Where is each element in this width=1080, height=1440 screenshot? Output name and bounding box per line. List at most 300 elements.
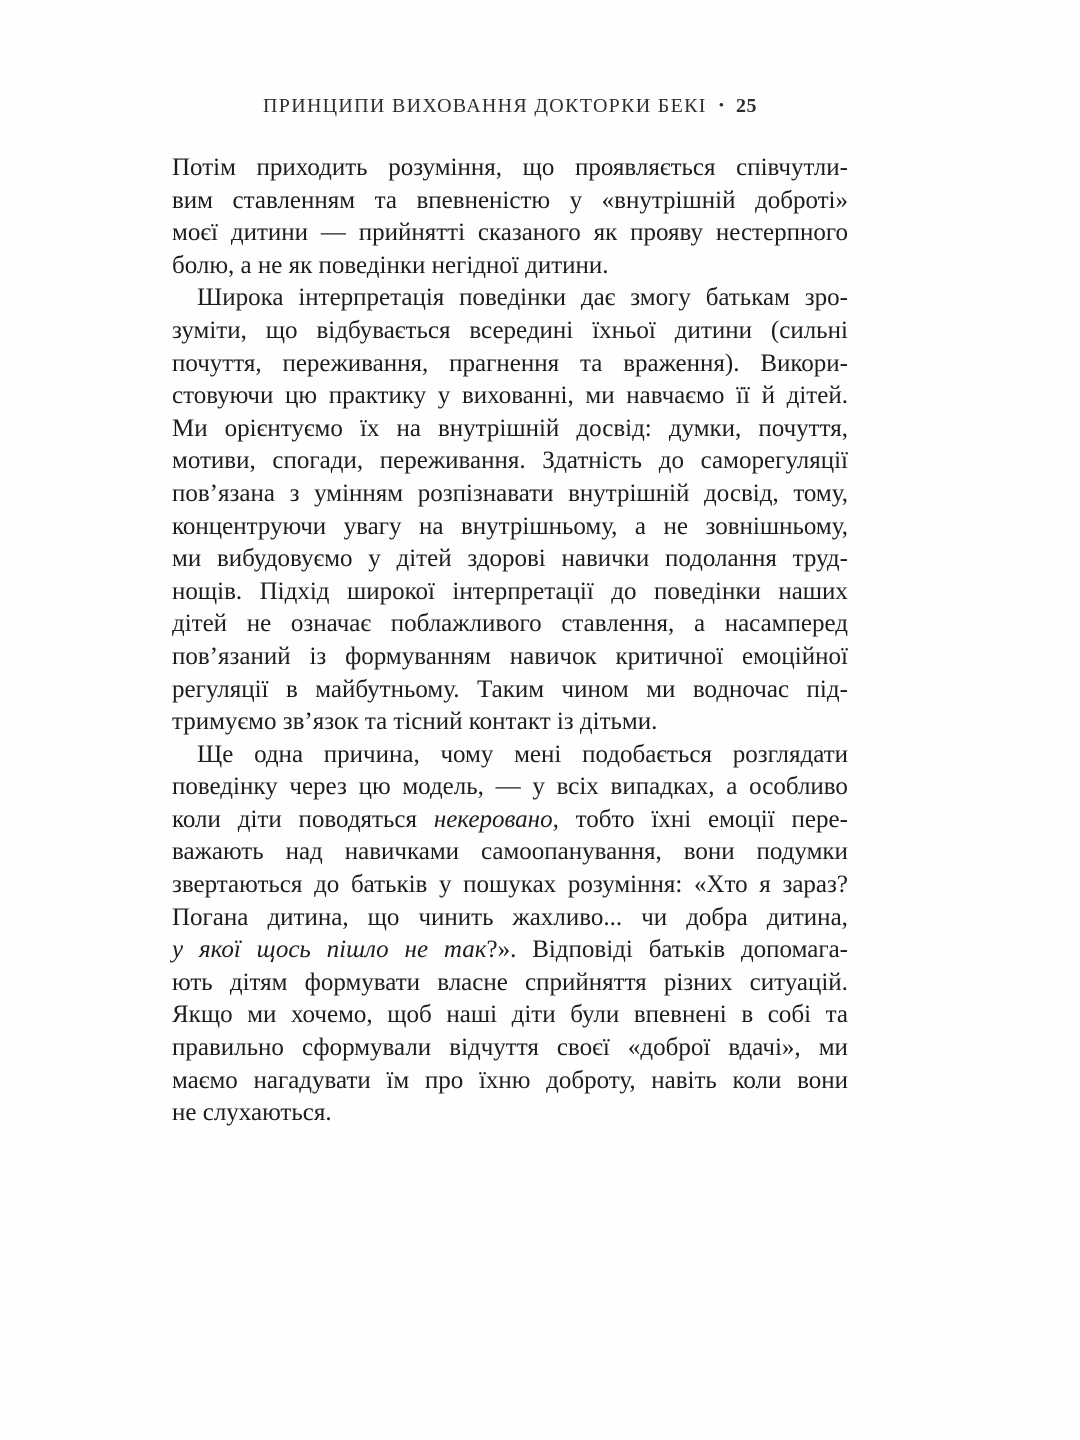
- word: [654, 576, 761, 609]
- text-run: їхню: [478, 1066, 531, 1094]
- text-run: а: [634, 512, 647, 540]
- text-line: [172, 380, 848, 413]
- word: [762, 380, 775, 413]
- text-run: були: [570, 1001, 620, 1029]
- word: [760, 348, 848, 381]
- word: [665, 543, 777, 576]
- text-run: дитини: [230, 219, 309, 247]
- text-run: Потім: [172, 154, 236, 181]
- word: [496, 771, 521, 804]
- text-run: хочемо,: [291, 1001, 373, 1029]
- text-run: поводяться: [298, 805, 417, 833]
- text-line: [172, 543, 848, 576]
- word: [462, 380, 574, 413]
- text-run: прояву: [630, 219, 704, 247]
- text-run: відбувається: [316, 316, 451, 344]
- text-run: дає: [580, 284, 616, 312]
- word: [329, 380, 426, 413]
- word: [386, 1065, 409, 1098]
- page-number: 25: [735, 95, 757, 117]
- text-run: проявляється: [575, 154, 716, 181]
- word: [463, 869, 556, 902]
- italic-text-run: некеровано,: [433, 805, 559, 833]
- text-run: Підхід: [259, 577, 330, 605]
- italic-text-run: якої: [198, 936, 241, 964]
- text-run: над: [285, 838, 323, 866]
- word: [396, 413, 420, 446]
- word: [630, 282, 691, 315]
- text-run: ставлення,: [561, 610, 675, 638]
- text-line: [172, 999, 848, 1032]
- text-run: із: [309, 642, 327, 670]
- word: [792, 804, 848, 837]
- word: [266, 315, 298, 348]
- word: [523, 152, 555, 185]
- word: [172, 1032, 284, 1065]
- word: [635, 511, 646, 544]
- text-run: пов’язаний: [172, 642, 291, 670]
- word: [172, 576, 242, 609]
- text-run: труд-: [792, 545, 848, 573]
- text-line: [172, 804, 848, 837]
- word: [736, 152, 848, 185]
- text-run: ситуацій.: [749, 968, 848, 996]
- text-run: та: [374, 186, 397, 214]
- word: [309, 641, 326, 674]
- word: [368, 902, 400, 935]
- header-separator-dot: •: [718, 98, 724, 114]
- word: [704, 478, 779, 511]
- word: [452, 576, 593, 609]
- text-run: критичної: [615, 642, 724, 670]
- text-run: умінням: [314, 479, 404, 507]
- word: [347, 576, 435, 609]
- word: [592, 315, 656, 348]
- text-run: нощів.: [172, 577, 243, 605]
- word: [628, 1032, 710, 1065]
- word: [419, 511, 443, 544]
- word: [568, 869, 683, 902]
- text-run: чому: [440, 740, 494, 768]
- text-run: враження).: [623, 349, 740, 377]
- word: [513, 902, 623, 935]
- text-run: особливо: [749, 773, 848, 801]
- text-run: вдачі»,: [728, 1034, 801, 1062]
- text-run: співчутли-: [736, 154, 848, 181]
- word: [733, 739, 848, 772]
- word: [469, 315, 573, 348]
- text-run: —: [320, 219, 346, 247]
- word: [807, 674, 848, 707]
- word: [542, 445, 642, 478]
- word: [449, 348, 559, 381]
- word: [257, 152, 368, 185]
- text-run: мені: [514, 740, 562, 768]
- word: [345, 641, 491, 674]
- word: [172, 380, 273, 413]
- word: [819, 1032, 848, 1065]
- text-run: пере-: [791, 805, 848, 833]
- word: [732, 1065, 781, 1098]
- word: [767, 902, 848, 935]
- word: [172, 413, 208, 446]
- text-run: «внутрішній: [601, 186, 736, 214]
- italic-text-run: так: [443, 936, 487, 964]
- text-run: ми: [646, 675, 676, 703]
- word: [716, 217, 848, 250]
- text-run: що: [522, 154, 555, 181]
- word: [380, 445, 526, 478]
- text-run: їхньої: [592, 316, 656, 344]
- text-run: до: [314, 871, 340, 899]
- word: [580, 348, 602, 381]
- word: [231, 217, 308, 250]
- word: [172, 217, 218, 250]
- text-run: подумки: [756, 838, 848, 866]
- italic-text-run: щось: [256, 936, 311, 964]
- word: [345, 836, 459, 869]
- word: [440, 739, 493, 772]
- word: [359, 771, 391, 804]
- text-run: тому,: [793, 479, 848, 507]
- text-run: навички: [561, 545, 650, 573]
- text-run: не: [246, 610, 272, 638]
- word: [728, 1032, 800, 1065]
- text-run: жахливо...: [512, 903, 623, 931]
- text-line: [172, 185, 848, 218]
- text-run: одна: [254, 740, 304, 768]
- word: [397, 543, 452, 576]
- text-run: болю, а не як поведінки негідної дитини.: [172, 251, 609, 279]
- word: [611, 771, 715, 804]
- text-run: (сильні: [770, 316, 848, 344]
- text-run: в: [741, 1001, 754, 1029]
- text-run: прагнення: [449, 349, 560, 377]
- word: [316, 315, 450, 348]
- text-run: вихованні,: [461, 382, 574, 410]
- word: [664, 967, 733, 1000]
- text-run: формувати: [304, 968, 421, 996]
- text-run: та: [579, 349, 603, 377]
- word: [344, 511, 402, 544]
- text-run: звертаються: [172, 871, 303, 899]
- word: [742, 641, 848, 674]
- text-run: впевнені: [633, 1001, 727, 1029]
- word: [199, 934, 241, 967]
- text-line: [172, 869, 848, 902]
- word: [641, 902, 667, 935]
- word: [793, 478, 848, 511]
- text-run: Таким: [476, 675, 545, 703]
- word: [272, 445, 363, 478]
- word: [467, 543, 545, 576]
- text-run: й: [761, 382, 775, 410]
- text-run: поведінку: [172, 773, 278, 801]
- text-run: навичками: [344, 838, 460, 866]
- word: [664, 511, 688, 544]
- text-run: під-: [806, 675, 848, 703]
- word: [172, 348, 262, 381]
- word: [172, 967, 213, 1000]
- text-run: Погана: [172, 903, 249, 931]
- text-run: з: [289, 479, 300, 507]
- word: [291, 999, 373, 1032]
- text-run: наші: [446, 1001, 498, 1029]
- text-run: Відповіді: [532, 936, 633, 964]
- text-line: [172, 478, 848, 511]
- word: [575, 152, 716, 185]
- text-run: означає: [290, 610, 372, 638]
- word: [351, 869, 427, 902]
- text-run: про: [424, 1066, 464, 1094]
- word: [481, 836, 662, 869]
- word: [305, 967, 420, 1000]
- text-line: [172, 641, 848, 674]
- text-line: [172, 315, 848, 348]
- word: [693, 674, 789, 707]
- text-run: у: [439, 871, 452, 899]
- text-run: зуміти,: [172, 316, 247, 344]
- text-line: [172, 413, 848, 446]
- word: [402, 771, 484, 804]
- text-line: [172, 1065, 848, 1098]
- text-run: зро-: [804, 284, 848, 312]
- word: [557, 771, 599, 804]
- word: [172, 185, 213, 218]
- text-run: на: [396, 414, 421, 442]
- word: [532, 934, 633, 967]
- text-line: [172, 348, 848, 381]
- text-run: цю: [285, 382, 318, 410]
- text-run: Широка: [197, 284, 284, 312]
- text-run: а: [726, 773, 738, 801]
- word: [359, 217, 465, 250]
- text-run: насамперед: [724, 610, 848, 638]
- word: [391, 608, 542, 641]
- word: [750, 967, 848, 1000]
- word: [172, 1065, 238, 1098]
- word: [298, 282, 444, 315]
- word: [546, 1065, 635, 1098]
- word: [172, 902, 248, 935]
- word: [659, 445, 684, 478]
- text-run: самоопанування,: [480, 838, 662, 866]
- text-run: всіх: [556, 773, 599, 801]
- word: [425, 1065, 463, 1098]
- text-run: інтерпретації: [452, 577, 594, 605]
- text-run: не: [663, 512, 688, 540]
- text-run: навчаємо: [626, 382, 725, 410]
- word: [646, 674, 675, 707]
- word: [525, 967, 647, 1000]
- word: [172, 608, 227, 641]
- word: [418, 902, 493, 935]
- word: [437, 967, 508, 1000]
- word: [314, 478, 403, 511]
- word: [477, 674, 544, 707]
- word: [749, 771, 848, 804]
- text-run: ми: [247, 1001, 277, 1029]
- word: [576, 413, 651, 446]
- word: [416, 185, 550, 218]
- text-run: наших: [778, 577, 848, 605]
- text-run: в: [285, 675, 298, 703]
- word: [439, 869, 452, 902]
- word: [759, 869, 771, 902]
- italic-text-run: не: [404, 936, 429, 964]
- word: [694, 608, 705, 641]
- text-run: що: [367, 903, 400, 931]
- word: [446, 999, 497, 1032]
- text-run: стовуючи: [172, 382, 274, 410]
- text-run: концентруючи: [172, 512, 327, 540]
- word: [387, 999, 431, 1032]
- text-run: на: [418, 512, 444, 540]
- text-line: [172, 511, 848, 544]
- word: [172, 771, 278, 804]
- word: [797, 1065, 848, 1098]
- text-run: широкої: [346, 577, 435, 605]
- text-run: впевненістю: [416, 186, 551, 214]
- word: [315, 674, 459, 707]
- text-run: переживання,: [282, 349, 429, 377]
- text-run: розуміння:: [567, 871, 683, 899]
- word: [217, 543, 353, 576]
- text-run: Ще: [197, 740, 234, 768]
- text-run: ставленням: [232, 186, 356, 214]
- word: [438, 380, 451, 413]
- text-run: ми: [818, 1034, 848, 1062]
- text-run: ють: [172, 968, 213, 996]
- text-line: [172, 152, 848, 185]
- word: [197, 739, 233, 772]
- word: [253, 1065, 370, 1098]
- text-run: змогу: [630, 284, 691, 312]
- text-run: діти: [237, 805, 282, 833]
- text-run: її: [736, 382, 750, 410]
- text-run: вони: [683, 838, 735, 866]
- running-header-title: ПРИНЦИПИ ВИХОВАННЯ ДОКТОРКИ БЕКІ: [263, 95, 707, 117]
- word: [282, 348, 428, 381]
- text-run: тримуємо зв’язок та тісний контакт із дітьми.: [172, 708, 658, 736]
- word: [291, 608, 371, 641]
- text-run: сформували: [302, 1034, 432, 1062]
- text-run: у: [368, 545, 381, 573]
- word: [705, 511, 847, 544]
- text-run: —: [495, 773, 521, 801]
- word: [582, 739, 712, 772]
- text-run: через: [289, 773, 347, 801]
- word: [725, 608, 848, 641]
- word: [675, 315, 752, 348]
- text-run: нестерпного: [715, 219, 848, 247]
- word: [254, 739, 303, 772]
- text-run: внутрішній: [568, 479, 690, 507]
- text-run: модель,: [402, 773, 484, 801]
- word: [561, 608, 674, 641]
- text-line: [172, 902, 848, 935]
- word: [461, 511, 617, 544]
- word: [623, 348, 739, 381]
- text-run: вим: [172, 186, 214, 214]
- text-run: мотиви,: [172, 447, 256, 475]
- word: [360, 413, 379, 446]
- text-run: батькам: [705, 284, 790, 312]
- text-run: дітей: [396, 545, 452, 573]
- word: [247, 608, 271, 641]
- word: [615, 641, 723, 674]
- text-run: Якщо: [172, 1001, 233, 1029]
- text-run: до: [611, 577, 637, 605]
- text-run: розпізнавати: [417, 479, 554, 507]
- word: [634, 999, 727, 1032]
- word: [434, 804, 559, 837]
- text-run: доброті»: [755, 186, 848, 214]
- text-run: їм: [386, 1066, 410, 1094]
- text-run: у: [532, 773, 545, 801]
- text-line: [172, 967, 848, 1000]
- text-line: [172, 934, 848, 967]
- word: [651, 1065, 717, 1098]
- word: [562, 674, 629, 707]
- text-run: зараз?: [782, 871, 848, 899]
- word: [757, 836, 848, 869]
- text-run: їх: [359, 414, 380, 442]
- word: [826, 999, 848, 1032]
- text-run: інтерпретація: [298, 284, 445, 312]
- text-line: [172, 217, 848, 250]
- word: [651, 804, 691, 837]
- word: [576, 804, 635, 837]
- page-body: [172, 152, 848, 1130]
- text-run: формуванням: [345, 642, 491, 670]
- text-run: дітей.: [786, 382, 848, 410]
- text-run: випадках,: [610, 773, 715, 801]
- word: [782, 869, 848, 902]
- text-run: діти: [511, 1001, 556, 1029]
- word: [684, 836, 735, 869]
- word: [172, 543, 201, 576]
- text-run: сприйняття: [525, 968, 647, 996]
- word: [510, 641, 597, 674]
- text-run: здорові: [467, 545, 546, 573]
- text-run: допомага-: [740, 936, 848, 964]
- word: [594, 217, 618, 250]
- word: [321, 217, 346, 250]
- text-run: батьків: [648, 936, 726, 964]
- text-line: [172, 250, 848, 283]
- word: [388, 152, 502, 185]
- word: [561, 543, 649, 576]
- text-run: дітям: [229, 968, 288, 996]
- italic-text-run: у: [172, 936, 184, 964]
- text-run: ми: [172, 545, 202, 573]
- text-run: досвід,: [704, 479, 779, 507]
- text-run: у: [569, 186, 583, 214]
- text-run: «доброї: [627, 1034, 711, 1062]
- text-run: пошуках: [463, 871, 557, 899]
- text-run: зовнішньому,: [705, 512, 848, 540]
- text-run: Ми: [172, 414, 208, 442]
- word: [197, 282, 283, 315]
- text-run: маємо: [172, 1066, 238, 1094]
- text-run: коли: [732, 1066, 782, 1094]
- text-run: емоційної: [742, 642, 848, 670]
- text-run: тобто: [575, 805, 635, 833]
- text-run: ?».: [486, 936, 517, 964]
- running-header: [172, 95, 848, 118]
- text-run: відчуття: [449, 1034, 539, 1062]
